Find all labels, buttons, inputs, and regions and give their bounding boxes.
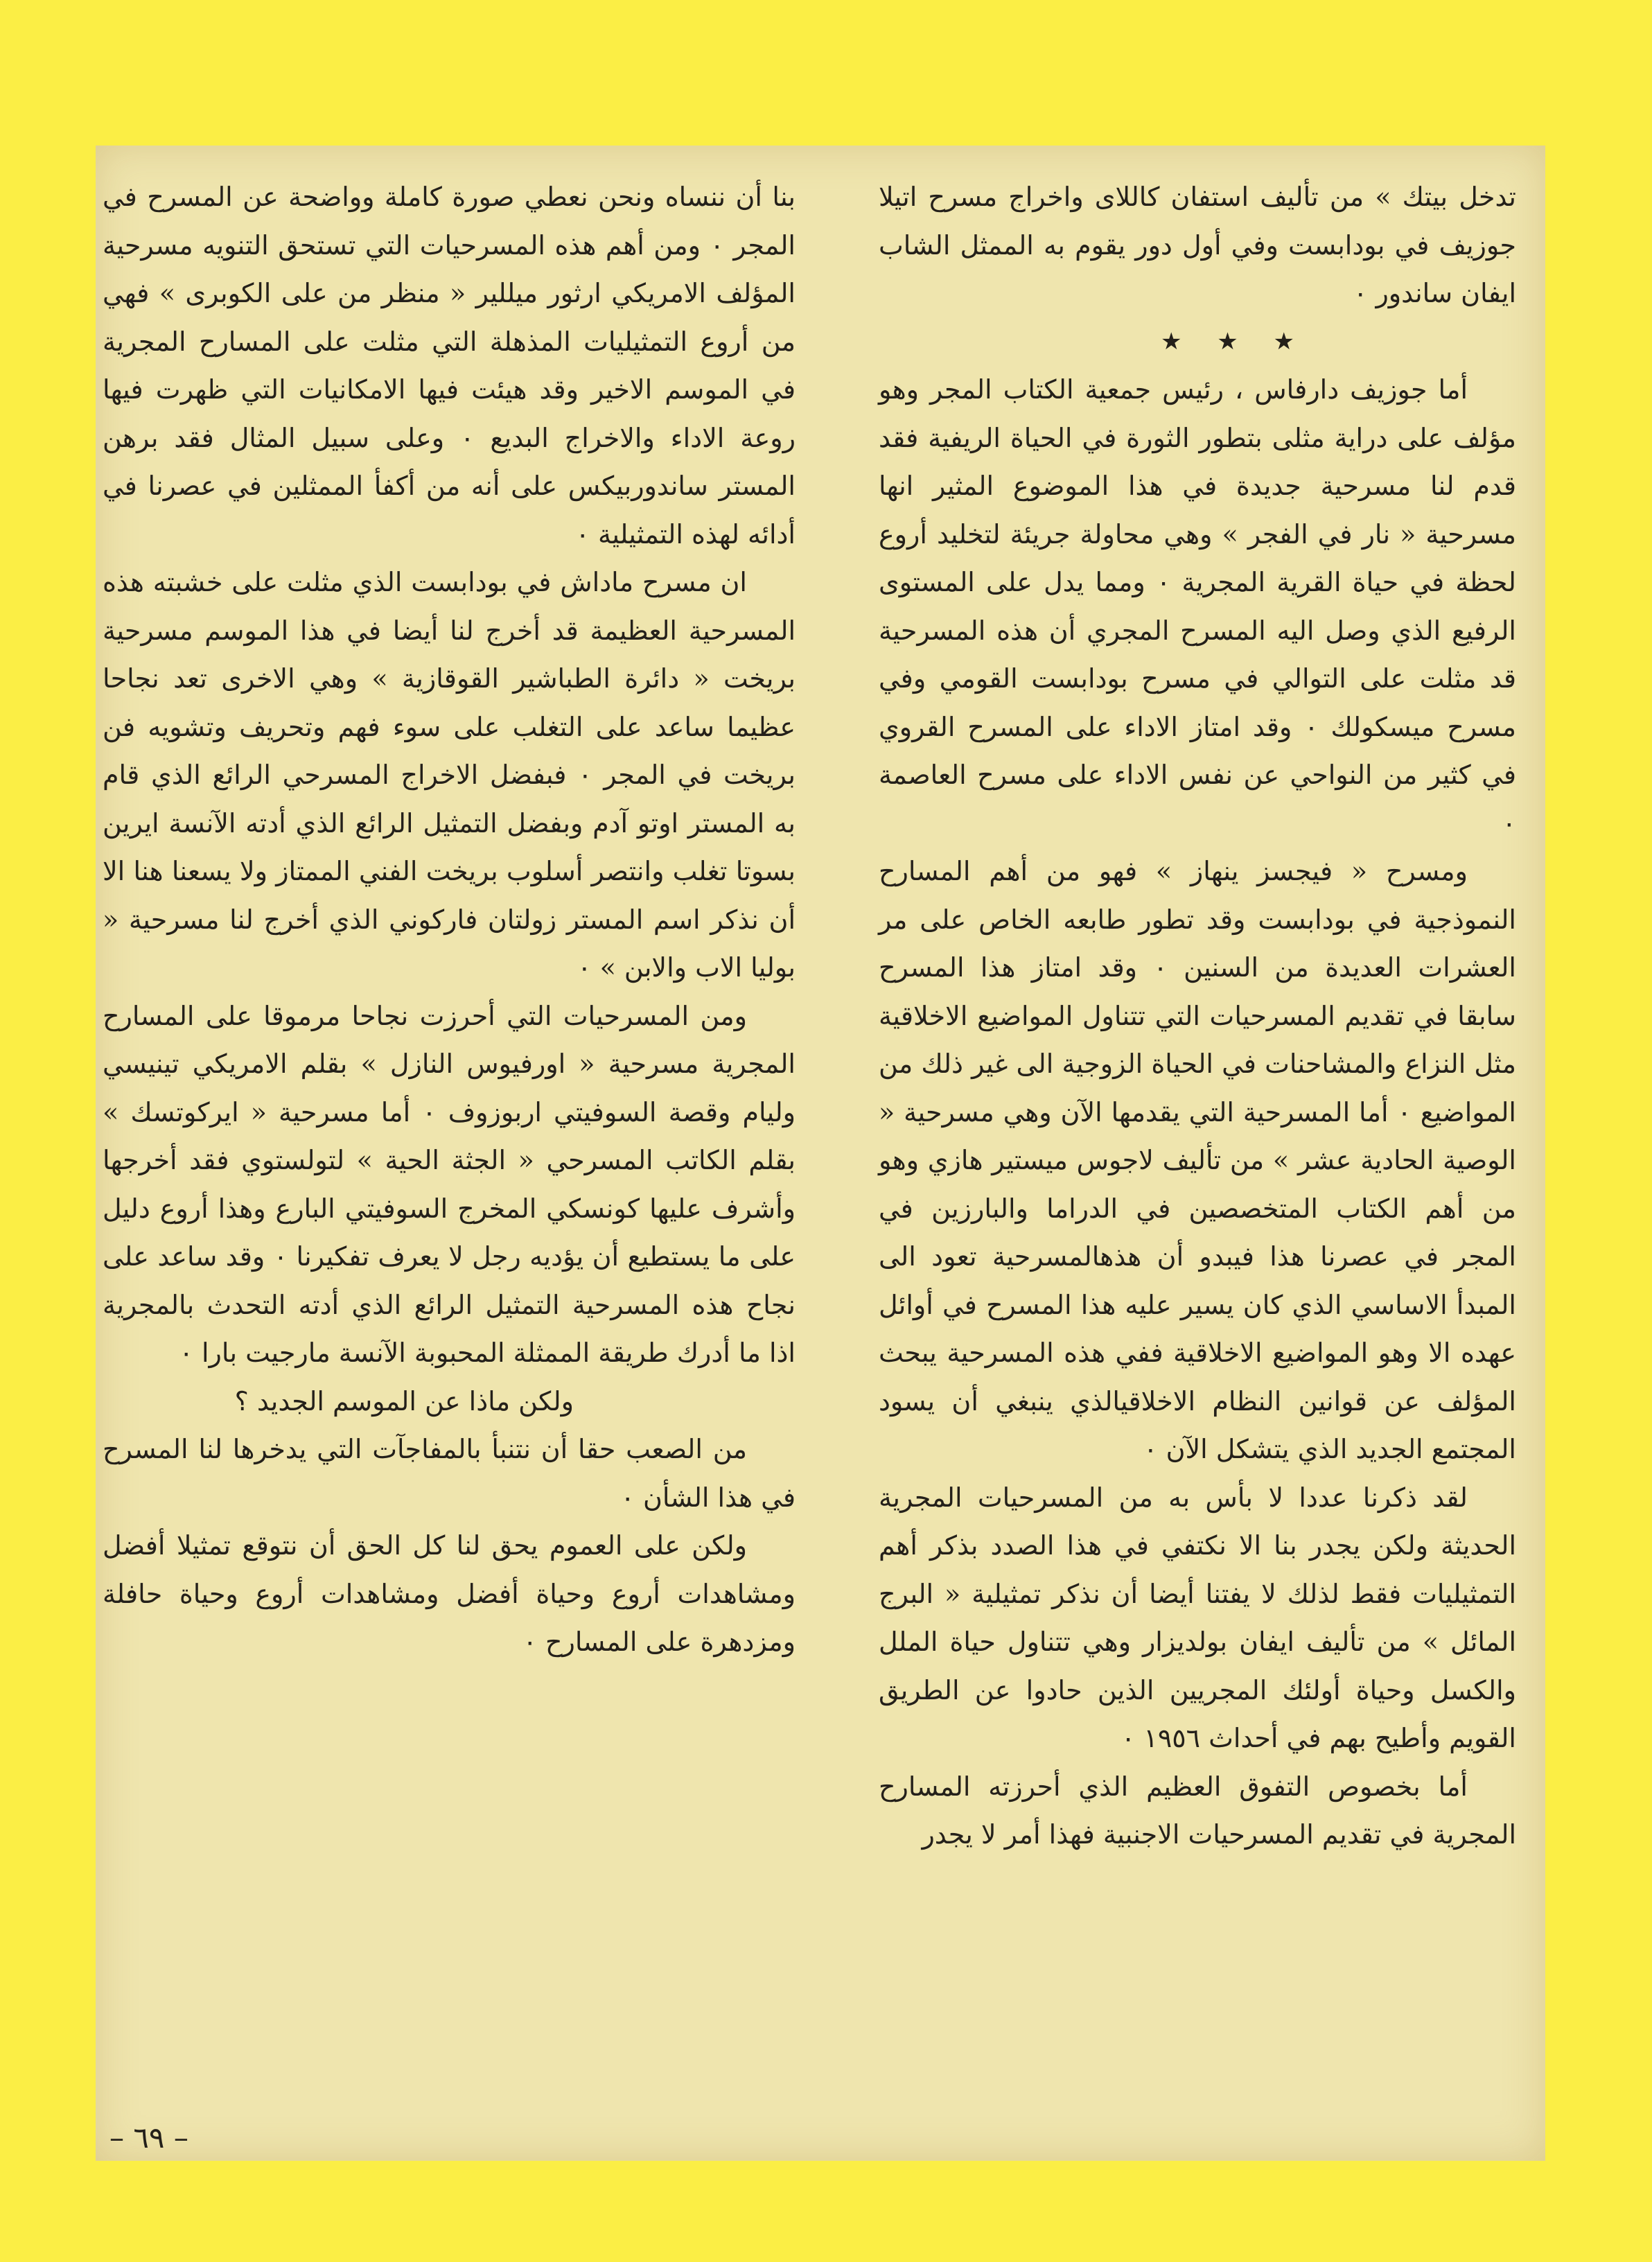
magazine-page [96,146,1545,2161]
paragraph: ان مسرح ماداش في بودابست الذي مثلت على خشبته هذه المسرحية العظيمة قد أخرج لنا أيضا في هذا الموسم مسرحية بريخت « دائرة الطباشير القوقازية » وهي الاخرى تعد نجاحا عظيما ساعد على التغلب على سوء فهم وتحريف وتشويه فن بريخت في المجر ٠ فبفضل الاخراج المسرحي الرائع الذي قام به المستر اوتو آدم وبفضل التمثيل الرائع الذي أدته الآنسة ايرين بسوتا تغلب وانتصر أسلوب بريخت الفني الممتاز ولا يسعنا هنا الا أن نذكر اسم المستر زولتان فاركوني الذي أخرج لنا مسرحية « بوليا الاب والابن » ٠ [103,567,796,983]
paragraph: ولكن على العموم يحق لنا كل الحق أن نتوقع تمثيلا أفضل ومشاهدات أروع وحياة أفضل ومشاهدات أروع وحياة حافلة ومزدهرة على المسارح ٠ [103,1530,796,1657]
right-column [879,173,1516,1859]
paragraph: لقد ذكرنا عددا لا بأس به من المسرحيات المجرية الحديثة ولكن يجدر بنا الا نكتفي في هذا الصدد بذكر أهم التمثيليات فقط لذلك لا يفتنا أيضا أن نذكر تمثيلية « البرج المائل » من تأليف ايفان بولديزار وهي تتناول حياة الملل والكسل وحياة أولئك المجريين الذين حادوا عن الطريق القويم وأطيح بهم في أحداث ١٩٥٦ ٠ [879,1482,1516,1753]
paragraph: أما بخصوص التفوق العظيم الذي أحرزته المسارح المجرية في تقديم المسرحيات الاجنبية فهذا أمر لا يجدر [879,1771,1516,1850]
paragraph: من الصعب حقا أن نتنبأ بالمفاجآت التي يدخرها لنا المسرح في هذا الشأن ٠ [103,1434,796,1513]
paragraph: ومسرح « فيجسز ينهاز » فهو من أهم المسارح النموذجية في بودابست وقد تطور طابعه الخاص على مر العشرات العديدة من السنين ٠ وقد امتاز هذا المسرح سابقا في تقديم المسرحيات التي تتناول المواضيع الاخلاقية مثل النزاع والمشاحنات في الحياة الزوجية الى غير ذلك من المواضيع ٠ أما المسرحية التي يقدمها الآن وهي مسرحية « الوصية الحادية عشر » من تأليف لاجوس ميستير هازي وهو من أهم الكتاب المتخصصين في الدراما والبارزين في المجر في عصرنا هذا فيبدو أن هذهالمسرحية تعود الى المبدأ الاساسي الذي كان يسير عليه هذا المسرح في أوائل عهده الا وهو المواضيع الاخلاقية ففي هذه المسرحية يبحث المؤلف عن قوانين النظام الاخلاقيالذي ينبغي أن يسود المجتمع الجديد الذي يتشكل الآن ٠ [879,856,1516,1464]
left-column [103,173,796,1667]
paragraph: أما جوزيف دارفاس ، رئيس جمعية الكتاب المجر وهو مؤلف على دراية مثلى بتطور الثورة في الحياة الريفية فقد قدم لنا مسرحية جديدة في هذا الموضوع المثير انها مسرحية « نار في الفجر » وهي محاولة جريئة لتخليد أروع لحظة في حياة القرية المجرية ٠ ومما يدل على المستوى الرفيع الذي وصل اليه المسرح المجري أن هذه المسرحية قد مثلت على التوالي في مسرح بودابست القومي وفي مسرح ميسكولك ٠ وقد امتاز الاداء على المسرح القروي في كثير من النواحي عن نفس الاداء على مسرح العاصمة ٠ [879,374,1516,839]
section-separator: ★ ★ ★ [1160,327,1308,356]
paragraph: تدخل بيتك » من تأليف استفان كاللاى واخراج مسرح اتيلا جوزيف في بودابست وفي أول دور يقوم به الممثل الشاب ايفان ساندور ٠ [879,182,1516,308]
paragraph: بنا أن ننساه ونحن نعطي صورة كاملة وواضحة عن المسرح في المجر ٠ ومن أهم هذه المسرحيات التي تستحق التنويه مسرحية المؤلف الامريكي ارثور ميللير « منظر من على الكوبرى » فهي من أروع التمثيليات المذهلة التي مثلت على المسارح المجرية في الموسم الاخير وقد هيئت فيها الامكانيات التي ظهرت فيها روعة الاداء والاخراج البديع ٠ وعلى سبيل المثال فقد برهن المستر ساندوربيكس على أنه من أكفأ الممثلين في عصرنا في أدائه لهذه التمثيلية ٠ [103,182,796,550]
paragraph: ومن المسرحيات التي أحرزت نجاحا مرموقا على المسارح المجرية مسرحية « اورفيوس النازل » بقلم الامريكي تينيسي وليام وقصة السوفيتي اربوزوف ٠ أما مسرحية « ايركوتسك » بقلم الكاتب المسرحي « الجثة الحية » لتولستوي فقد أخرجها وأشرف عليها كونسكي المخرج السوفيتي البارع وهذا أروع دليل على ما يستطيع أن يؤديه رجل لا يعرف تفكيرنا ٠ وقد ساعد على نجاح هذه المسرحية التمثيل الرائع الذي أدته التحدث بالمجرية اذا ما أدرك طريقة الممثلة المحبوبة الآنسة مارجيت بارا ٠ [103,1000,796,1368]
page-number: – ٦٩ – [109,2121,188,2155]
paragraph: ولكن ماذا عن الموسم الجديد ؟ [234,1385,574,1417]
